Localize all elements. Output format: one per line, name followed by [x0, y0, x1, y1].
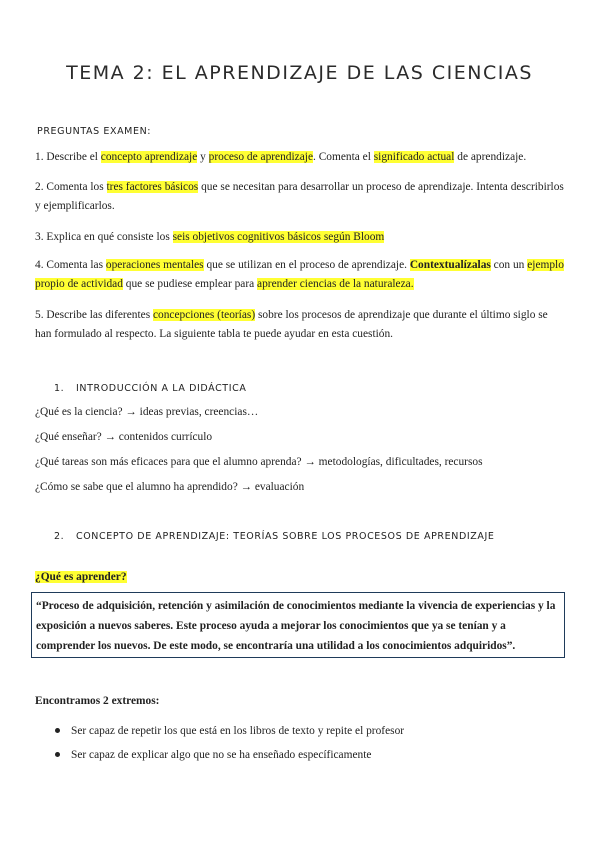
- text: que se necesitan para desarrollar un proceso de aprendizaje. Intenta describirlos y ejemplificarlos.: [35, 181, 564, 212]
- highlight: operaciones mentales: [105, 259, 204, 271]
- list-item: [55, 721, 404, 745]
- section-1-heading: [54, 383, 246, 394]
- text: que se utilizan en el proceso de aprendizaje.: [203, 259, 410, 271]
- question-1: [35, 148, 565, 167]
- intro-line-2: ¿Qué enseñar? → contenidos currículo: [35, 431, 213, 443]
- text: . Comenta el: [313, 151, 374, 163]
- text: sobre los procesos de aprendizaje que durante el último siglo se han formulado al respecto. La siguiente tabla te puede ayudar en esta cuestión.: [35, 309, 548, 340]
- text: 3. Explica en qué consiste los: [35, 231, 173, 243]
- exam-questions-heading: PREGUNTAS EXAMEN:: [37, 126, 152, 137]
- section-number: 1.: [54, 383, 65, 394]
- highlight: seis objetivos cognitivos básicos según Bloom: [172, 231, 385, 243]
- question-4: [35, 256, 565, 293]
- bullet-icon: [55, 752, 60, 757]
- intro-line-3: ¿Qué tareas son más eficaces para que el alumno aprenda? → metodologías, dificultades, recursos: [35, 456, 483, 468]
- highlight: concepto aprendizaje: [100, 151, 198, 163]
- highlight: concepciones (teorías): [152, 309, 256, 321]
- list-item-text: Ser capaz de repetir los que está en los libros de texto y repite el profesor: [71, 725, 405, 737]
- extremes-heading: Encontramos 2 extremos:: [35, 695, 160, 707]
- section-number: 2.: [54, 531, 65, 542]
- highlight: proceso de aprendizaje: [208, 151, 313, 163]
- what-is-learning-question: [35, 571, 127, 583]
- list-item-text: Ser capaz de explicar algo que no se ha enseñado específicamente: [71, 749, 372, 761]
- text: que se pudiese emplear para: [122, 277, 258, 290]
- text: de aprendizaje.: [454, 151, 527, 163]
- text: 4. Comenta las: [35, 259, 106, 271]
- section-title: CONCEPTO DE APRENDIZAJE: TEORÍAS SOBRE LOS PROCESOS DE APRENDIZAJE: [76, 531, 495, 542]
- intro-line-4: ¿Cómo se sabe que el alumno ha aprendido? → evaluación: [35, 481, 305, 493]
- bullet-icon: [55, 728, 60, 733]
- highlight: ¿Qué es aprender?: [35, 571, 127, 583]
- text: con un: [490, 259, 528, 271]
- highlight: Contextualízalas: [409, 259, 491, 271]
- highlight: tres factores básicos: [106, 181, 199, 193]
- extremes-list: [55, 721, 404, 769]
- section-title: INTRODUCCIÓN A LA DIDÁCTICA: [76, 383, 247, 394]
- question-5: [35, 306, 565, 343]
- text: 5. Describe las diferentes: [35, 309, 153, 321]
- text: 1. Describe el: [35, 151, 101, 163]
- text: 2. Comenta los: [35, 181, 107, 193]
- text: y: [197, 151, 209, 163]
- document-title: TEMA 2: EL APRENDIZAJE DE LAS CIENCIAS: [66, 62, 533, 84]
- section-2-heading: [54, 531, 494, 542]
- highlight: aprender ciencias de la naturaleza.: [257, 277, 414, 290]
- question-2: [35, 178, 565, 215]
- intro-line-1: ¿Qué es la ciencia? → ideas previas, creencias…: [35, 406, 259, 418]
- highlight: ejemplo propio de actividad: [35, 259, 564, 290]
- list-item: [55, 745, 404, 769]
- highlight: significado actual: [373, 151, 455, 163]
- question-3: [35, 228, 565, 247]
- definition-box: “Proceso de adquisición, retención y asimilación de conocimientos mediante la vivencia de experiencias y la exposición a nuevos saberes. Este proceso ayuda a mejorar los conocimientos que ya se tenían y a comprender los nuevos. De este modo, se encontraría una utilidad a los conocimientos adquiridos”.: [31, 592, 565, 658]
